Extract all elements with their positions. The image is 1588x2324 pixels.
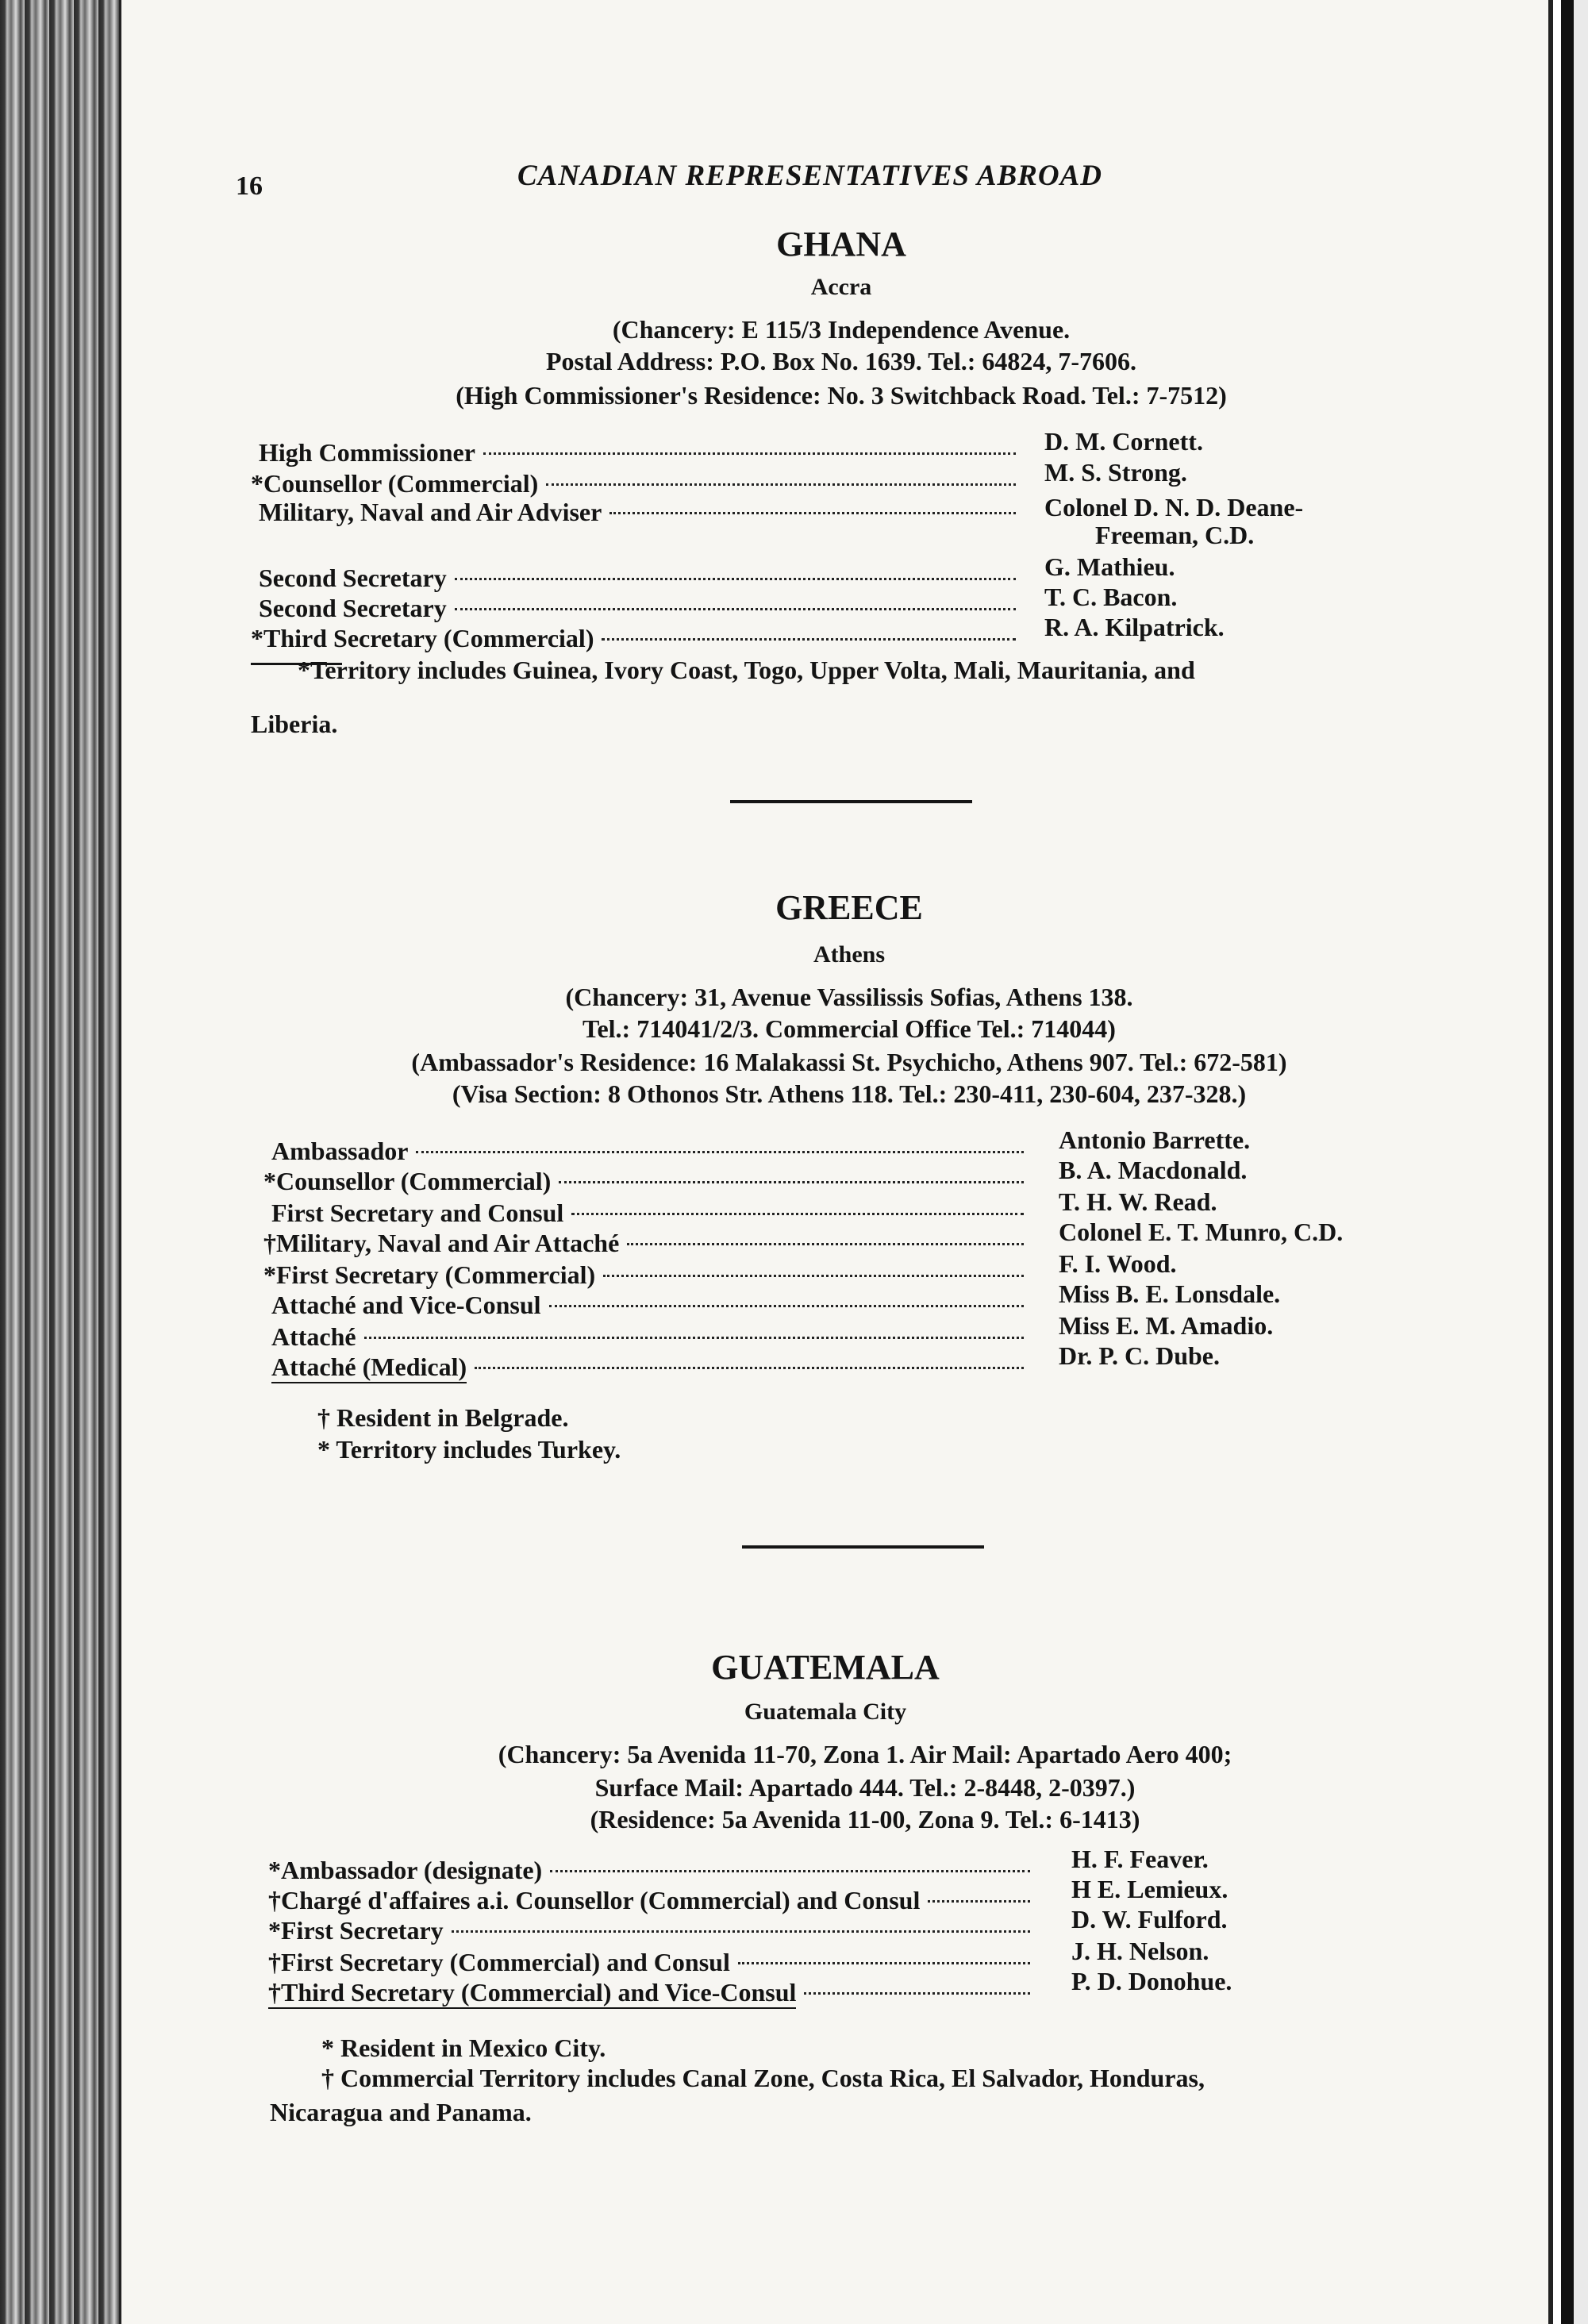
country-heading-guatemala: GUATEMALA	[711, 1648, 940, 1687]
staff-row	[268, 1875, 1228, 1916]
dot-leader	[364, 1337, 1024, 1339]
staff-name: J. H. Nelson.	[1071, 1937, 1209, 1965]
staff-name: Miss B. E. Lonsdale.	[1059, 1279, 1281, 1308]
footnote: * Territory includes Turkey.	[317, 1435, 621, 1464]
section-divider	[742, 1545, 984, 1549]
staff-title: †First Secretary (Commercial) and Consul	[268, 1948, 730, 1976]
staff-name: Dr. P. C. Dube.	[1059, 1341, 1220, 1370]
staff-name: D. W. Fulford.	[1071, 1905, 1228, 1933]
staff-title: †Third Secretary (Commercial) and Vice-Consul	[268, 1978, 796, 2009]
address-line: (Chancery: 5a Avenida 11-70, Zona 1. Air Mail: Apartado Aero 400;	[498, 1740, 1232, 1768]
dot-leader	[452, 1930, 1030, 1933]
dot-leader	[455, 578, 1016, 580]
staff-title: *Ambassador (designate)	[268, 1856, 543, 1884]
country-heading-ghana: GHANA	[776, 225, 906, 264]
dot-leader	[550, 1870, 1030, 1872]
page-edge	[1542, 0, 1588, 2324]
staff-title: First Secretary and Consul	[271, 1199, 564, 1227]
country-heading-greece: GREECE	[775, 888, 923, 927]
staff-title: Second Secretary	[259, 594, 447, 622]
staff-name: P. D. Donohue.	[1071, 1967, 1232, 1995]
dot-leader	[928, 1900, 1030, 1903]
staff-name: H. F. Feaver.	[1071, 1845, 1209, 1873]
staff-row	[259, 493, 1304, 528]
footnote: † Resident in Belgrade.	[317, 1403, 569, 1432]
address-line: (Visa Section: 8 Othonos Str. Athens 118. Tel.: 230-411, 230-604, 237-328.)	[452, 1079, 1247, 1108]
dot-leader	[475, 1367, 1024, 1369]
dot-leader	[455, 608, 1016, 610]
city-heading-accra: Accra	[810, 274, 872, 300]
running-title: CANADIAN REPRESENTATIVES ABROAD	[517, 160, 1102, 192]
staff-title: *Counsellor (Commercial)	[251, 469, 539, 498]
footnote: Nicaragua and Panama.	[270, 2098, 532, 2126]
staff-row	[268, 1937, 1209, 1978]
staff-row	[271, 1125, 1251, 1167]
footnote: *Territory includes Guinea, Ivory Coast, Togo, Upper Volta, Mali, Mauritania, and	[298, 656, 1195, 684]
staff-row	[271, 1279, 1281, 1321]
staff-title: Second Secretary	[259, 564, 447, 592]
address-line: Surface Mail: Apartado 444. Tel.: 2-8448, 2-0397.)	[594, 1773, 1136, 1802]
dot-leader	[609, 512, 1016, 514]
dot-leader	[571, 1213, 1024, 1215]
dot-leader	[804, 1992, 1030, 1995]
staff-row	[251, 458, 1187, 499]
staff-title: Attaché and Vice-Consul	[271, 1291, 541, 1319]
staff-name: Miss E. M. Amadio.	[1059, 1311, 1274, 1340]
city-heading-guatemala-city: Guatemala City	[744, 1699, 907, 1725]
dot-leader	[603, 1275, 1024, 1277]
staff-name: D. M. Cornett.	[1044, 427, 1203, 456]
staff-title: Ambassador	[271, 1137, 409, 1165]
staff-title: Attaché (Medical)	[271, 1352, 467, 1383]
staff-title: *First Secretary	[268, 1916, 444, 1945]
staff-title: *First Secretary (Commercial)	[263, 1260, 596, 1289]
dot-leader	[602, 638, 1016, 641]
staff-row	[271, 1187, 1217, 1229]
staff-row	[263, 1156, 1248, 1197]
address-line: (Chancery: 31, Avenue Vassilissis Sofias, Athens 138.	[565, 983, 1133, 1011]
dot-leader	[416, 1151, 1024, 1153]
staff-title: *Counsellor (Commercial)	[263, 1167, 552, 1195]
staff-row	[271, 1311, 1274, 1352]
staff-title: †Chargé d'affaires a.i. Counsellor (Commercial) and Consul	[268, 1886, 921, 1914]
footnote: † Commercial Territory includes Canal Zone, Costa Rica, El Salvador, Honduras,	[321, 2064, 1205, 2092]
staff-row	[263, 1249, 1177, 1291]
staff-title: Military, Naval and Air Adviser	[259, 498, 602, 526]
address-line: (High Commissioner's Residence: No. 3 Switchback Road. Tel.: 7-7512)	[456, 381, 1227, 410]
staff-name: B. A. Macdonald.	[1059, 1156, 1248, 1184]
dot-leader	[738, 1962, 1030, 1964]
page-number: 16	[236, 171, 263, 201]
staff-name: F. I. Wood.	[1059, 1249, 1177, 1278]
dot-leader	[627, 1243, 1024, 1245]
footnote: Liberia.	[251, 710, 338, 738]
staff-row	[259, 583, 1178, 624]
dot-leader	[546, 483, 1016, 486]
address-line: (Ambassador's Residence: 16 Malakassi St. Psychicho, Athens 907. Tel.: 672-581)	[411, 1048, 1287, 1076]
staff-name: R. A. Kilpatrick.	[1044, 613, 1225, 641]
staff-name: T. C. Bacon.	[1044, 583, 1178, 611]
dot-leader	[549, 1305, 1024, 1307]
staff-title: †Military, Naval and Air Attaché	[263, 1229, 620, 1257]
staff-row	[259, 552, 1175, 594]
staff-name: Antonio Barrette.	[1059, 1125, 1251, 1154]
address-line: (Residence: 5a Avenida 11-00, Zona 9. Tel.: 6-1413)	[590, 1805, 1140, 1833]
staff-row	[259, 427, 1203, 468]
staff-name: Colonel E. T. Munro, C.D.	[1059, 1218, 1344, 1246]
dot-leader	[483, 452, 1016, 455]
staff-name: T. H. W. Read.	[1059, 1187, 1217, 1216]
staff-name: G. Mathieu.	[1044, 552, 1175, 581]
address-line: Tel.: 714041/2/3. Commercial Office Tel.: 714044)	[583, 1014, 1116, 1043]
staff-row	[271, 1341, 1220, 1383]
city-heading-athens: Athens	[813, 941, 885, 968]
staff-name: H E. Lemieux.	[1071, 1875, 1228, 1903]
section-divider	[730, 800, 972, 803]
staff-row	[268, 1967, 1232, 2008]
staff-title: High Commissioner	[259, 438, 475, 467]
staff-name: M. S. Strong.	[1044, 458, 1187, 487]
staff-title: Attaché	[271, 1322, 356, 1351]
footnote: * Resident in Mexico City.	[321, 2034, 606, 2062]
address-line: Postal Address: P.O. Box No. 1639. Tel.: 64824, 7-7606.	[545, 347, 1137, 375]
staff-row	[263, 1218, 1344, 1259]
staff-row	[268, 1905, 1228, 1946]
staff-row	[268, 1845, 1209, 1886]
book-binding	[0, 0, 119, 2324]
staff-row	[251, 613, 1225, 654]
address-line: (Chancery: E 115/3 Independence Avenue.	[612, 315, 1071, 344]
staff-title: *Third Secretary (Commercial)	[251, 624, 594, 652]
staff-name: Colonel D. N. D. Deane-	[1044, 493, 1304, 521]
dot-leader	[559, 1181, 1024, 1183]
staff-name-continued: Freeman, C.D.	[1095, 521, 1255, 549]
